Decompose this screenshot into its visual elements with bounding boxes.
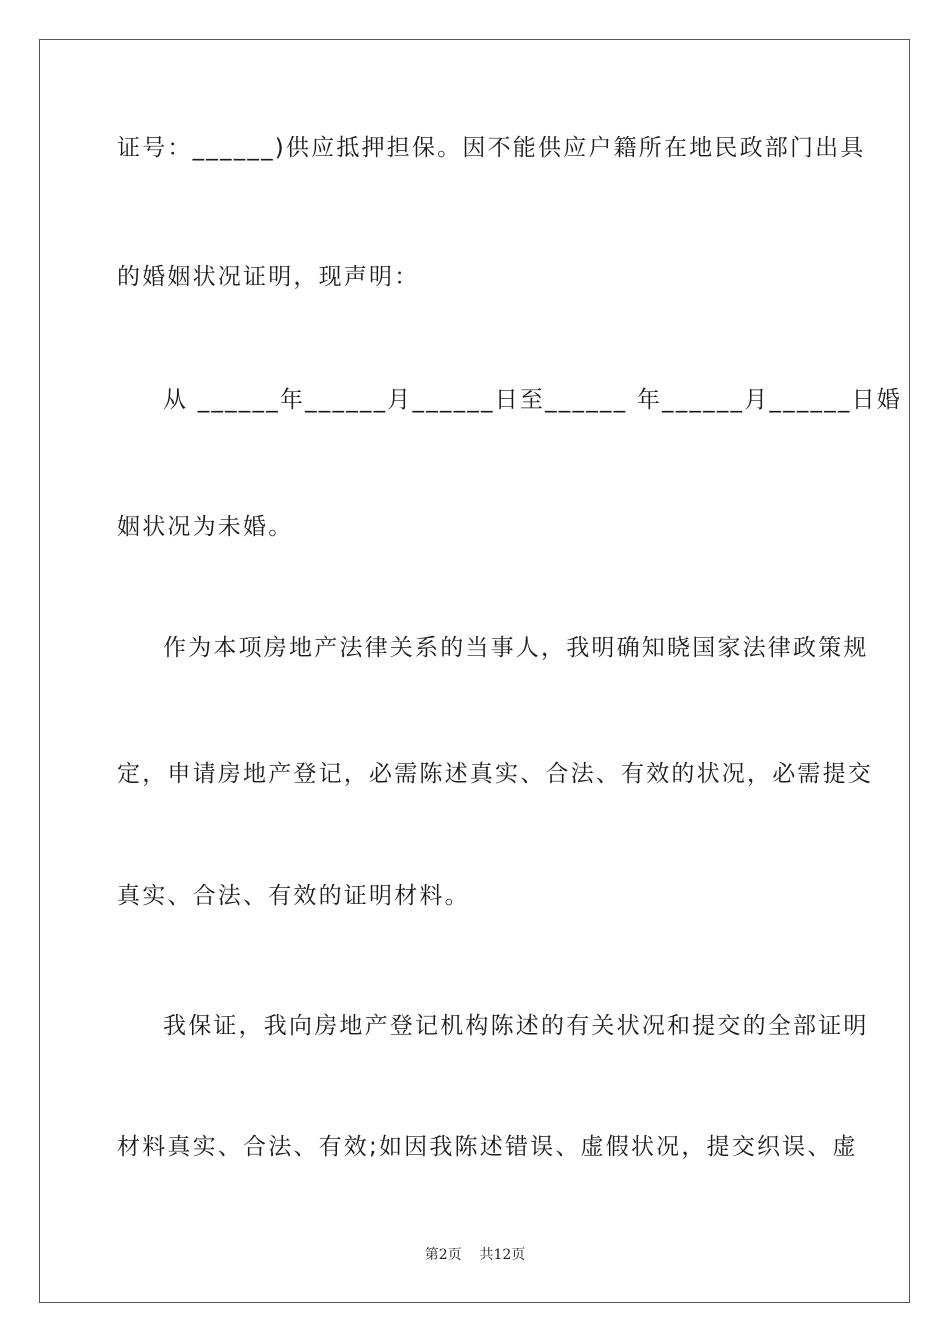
paragraph-3-line-1: 作为本项房地产法律关系的当事人，我明确知晓国家法律政策规 [163,635,869,661]
paragraph-1-line-2: 的婚姻状况证明，现声明： [117,264,420,290]
paragraph-1-line-1: 证号：______)供应抵押担保。因不能供应户籍所在地民政部门出具 [117,135,866,161]
paragraph-2-line-2: 姻状况为未婚。 [117,514,294,540]
paragraph-3-line-3: 真实、合法、有效的证明材料。 [117,883,470,909]
paragraph-3-line-2: 定，申请房地产登记，必需陈述真实、合法、有效的状况，必需提交 [117,761,873,787]
total-pages: 共12页 [479,1247,526,1263]
paragraph-2-line-1: 从 ______年______月______日至______ 年______月______日婚 [163,387,903,413]
paragraph-4-line-1: 我保证，我向房地产登记机构陈述的有关状况和提交的全部证明 [163,1013,869,1039]
page-footer [0,1245,950,1265]
paragraph-4-line-2: 材料真实、合法、有效;如因我陈述错误、虚假状况，提交织误、虚 [117,1134,858,1160]
page-border [39,39,910,1303]
page-number: 第2页 [424,1247,462,1263]
